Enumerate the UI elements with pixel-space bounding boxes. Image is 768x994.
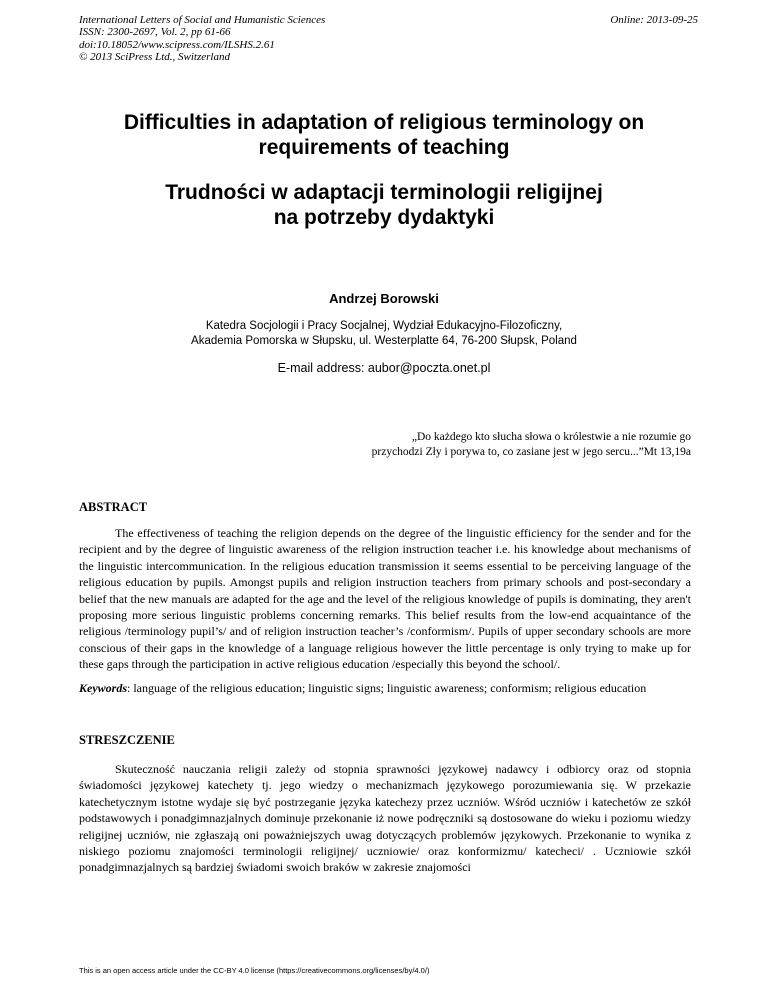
journal-name: International Letters of Social and Humanistic Sciences [79, 14, 326, 26]
motto-line-1: „Do każdego kto słucha słowa o królestwie a nie rozumie go [411, 431, 691, 443]
journal-copyright: © 2013 SciPress Ltd., Switzerland [79, 51, 230, 64]
streszczenie-body: Skuteczność nauczania religii zależy od stopnia sprawności językowej nadawcy i odbiorcy oraz od stopnia świadomości językowej katechety tj. jego wiedzy o mechanizmach językowego porozumiewania się. W przekazie katechetycznym istotne wydaje się być postrzeganie języka katechezy przez uczniów. Wśród uczniów i katechetów ze szkół podstawowych i ponadgimnazjalnych dominuje przekonanie iż nowe podręczniki są dostosowane do wieku i poziomu wiedzy religijnej uczniów, nie zgłaszają oni poważniejszych uwag dotyczących problemów językowych. Przekonanie to wynika z niskiego poziomu znajomości terminologii religijnej/ uczniowie/ oraz konformizmu/ katecheci/ . Uczniowie szkół ponadgimnazjalnych są bardziej świadomi swoich braków w zakresie znajomości [79, 762, 691, 875]
online-date [610, 14, 698, 26]
title-english-line-1: Difficulties in adaptation of religious terminology on [123, 111, 645, 134]
title-english-line-2: requirements of teaching [258, 136, 510, 159]
online-date-text: Online: 2013-09-25 [610, 14, 698, 26]
journal-header [79, 14, 325, 64]
journal-issn: ISSN: 2300-2697, Vol. 2, pp 61-66 [79, 26, 231, 39]
author-name: Andrzej Borowski [329, 291, 439, 306]
title-polish-line-1: Trudności w adaptacji terminologii religijnej [165, 181, 603, 204]
keywords [79, 680, 691, 696]
abstract-heading: ABSTRACT [79, 500, 148, 514]
affiliation-line-1: Katedra Socjologii i Pracy Socjalnej, Wydział Edukacyjno-Filozoficzny, [205, 320, 563, 332]
keywords-text: : language of the religious education; linguistic signs; linguistic awareness; conformism; religious education [127, 681, 647, 695]
keywords-label: Keywords [79, 681, 127, 695]
abstract-body: The effectiveness of teaching the religion depends on the degree of the linguistic efficiency for the sender and for the recipient and by the degree of linguistic awareness of the religion instruction teacher i.e. his knowledge about mechanisms of the linguistic intercommunication. In the religious education transmission it seems essential to be perceiving language of the religious education by pupils. Amongst pupils and religion instruction teachers from primary schools and post-secondary a belief that the new manuals are adapted for the age and the level of the religious knowledge of pupils is dominating, they aren't proposing more serious linguistic problems concerning remarks. This belief results from the low-end acquaintance of the religious /terminology pupil’s/ and of religion instruction teacher’s /conformism/. Pupils of upper secondary schools are more conscious of their gaps in the knowledge of a language religious however the little percentage is only trying to make up for these gaps through the participation in active religious education /especially this beyond the school/. [79, 526, 691, 672]
title-english [60, 110, 708, 160]
motto-quote [271, 430, 691, 460]
title-polish [60, 180, 708, 230]
affiliation-line-2: Akademia Pomorska w Słupsku, ul. Westerplatte 64, 76-200 Słupsk, Poland [191, 335, 577, 347]
license-footer: This is an open access article under the CC-BY 4.0 license (https://creativecommons.org/licenses/by/4.0/) [79, 966, 430, 975]
streszczenie-heading: STRESZCZENIE [79, 733, 175, 747]
title-polish-line-2: na potrzeby dydaktyki [273, 206, 495, 229]
author-affiliation [60, 319, 708, 349]
motto-line-2: przychodzi Zły i porywa to, co zasiane jest w jego sercu...”Mt 13,19a [371, 446, 691, 458]
journal-doi: doi:10.18052/www.scipress.com/ILSHS.2.61 [79, 38, 275, 51]
author-email: E-mail address: aubor@poczta.onet.pl [277, 361, 491, 375]
